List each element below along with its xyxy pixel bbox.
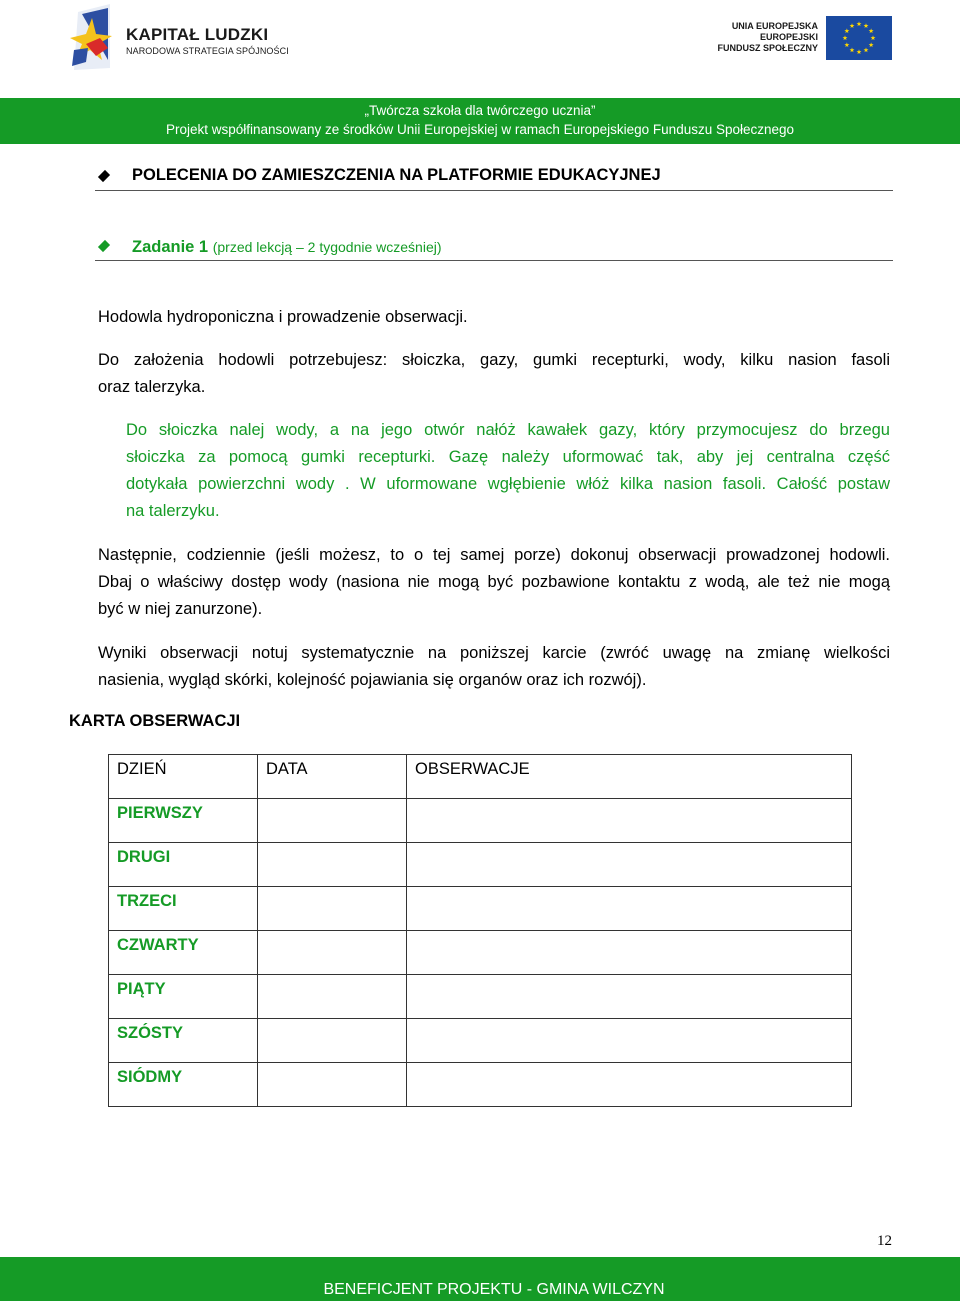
date-cell[interactable] (258, 931, 407, 975)
day-label: PIERWSZY (117, 804, 203, 822)
header-text: DZIEŃ (117, 760, 167, 778)
diamond-bullet-icon (98, 240, 110, 252)
table-row (109, 1019, 852, 1063)
kapital-ludzki-subtitle: NARODOWA STRATEGIA SPÓJNOŚCI (126, 46, 289, 56)
eu-flag-icon (826, 16, 892, 60)
table-row (109, 975, 852, 1019)
task-note: (przed lekcją – 2 tygodnie wcześniej) (212, 239, 442, 255)
date-cell[interactable] (258, 843, 407, 887)
table-row (109, 799, 852, 843)
section-divider (95, 190, 893, 191)
task-label: Zadanie 1 (132, 238, 209, 256)
text-line: Następnie, codziennie (jeśli możesz, to o tej samej porze) dokonuj obserwacji prowadzonej hodowli. (98, 546, 890, 564)
text-line: nasienia, wygląd skórki, kolejność pojawiania się organów oraz ich rozwój). (98, 671, 647, 689)
observation-cell[interactable] (407, 1019, 852, 1063)
text-line: oraz talerzyka. (98, 378, 206, 396)
task-divider (95, 260, 893, 261)
paragraph-results (98, 640, 890, 694)
date-cell[interactable] (258, 887, 407, 931)
paragraph-daily-observation (98, 542, 890, 623)
kapital-ludzki-title: KAPITAŁ LUDZKI (126, 25, 269, 44)
column-header-day (109, 755, 258, 799)
day-label: DRUGI (117, 848, 171, 866)
eu-logo-line1: UNIA EUROPEJSKA (731, 21, 818, 31)
date-cell[interactable] (258, 799, 407, 843)
table-row (109, 843, 852, 887)
eu-logo-text (717, 21, 818, 54)
column-header-observations (407, 755, 852, 799)
day-label: CZWARTY (117, 936, 199, 954)
paragraph-instructions (126, 417, 890, 525)
text-line: Dbaj o właściwy dostęp wody (nasiona nie mogą być pozbawione kontaktu z wodą, ale też nie mogą (98, 573, 890, 591)
eu-logo-line3: FUNDUSZ SPOŁECZNY (717, 43, 818, 53)
text-line: Do założenia hodowli potrzebujesz: słoiczka, gazy, gumki recepturki, wody, kilku nasion fasoli (98, 351, 890, 369)
text-line: Wyniki obserwacji notuj systematycznie na poniższej karcie (zwróć uwagę na zmianę wielkości (98, 644, 890, 662)
text-line: być w niej zanurzone). (98, 600, 263, 618)
eu-logo (717, 14, 892, 64)
text-line: Do słoiczka nalej wody, a na jego otwór nałóż kawałek gazy, który przymocujesz do brzegu (126, 421, 890, 439)
observation-cell[interactable] (407, 931, 852, 975)
project-funding-note: Projekt współfinansowany ze środków Unii Europejskiej w ramach Europejskiego Funduszu Społecznego (165, 122, 795, 137)
observation-cell[interactable] (407, 1063, 852, 1107)
day-label: SIÓDMY (117, 1068, 183, 1086)
day-label: PIĄTY (117, 980, 166, 998)
section-heading: POLECENIA DO ZAMIESZCZENIA NA PLATFORMIE EDUKACYJNEJ (132, 166, 661, 184)
day-cell (109, 1063, 258, 1107)
day-cell (109, 843, 258, 887)
date-cell[interactable] (258, 975, 407, 1019)
text-line: słoiczka za pomocą gumki recepturki. Gazę należy uformować tak, aby jej centralna część (126, 448, 890, 466)
eu-logo-line2: EUROPEJSKI (759, 32, 818, 42)
table-row (109, 887, 852, 931)
kapital-ludzki-logo (66, 4, 296, 74)
task-heading (132, 238, 442, 257)
project-header-band (0, 98, 960, 144)
table-header-row (109, 755, 852, 799)
kapital-ludzki-emblem-icon (66, 4, 122, 74)
text-line: dotykała powierzchni wody . W uformowane wgłębienie włóż kilka nasion fasoli. Całość postaw (126, 475, 890, 493)
day-cell (109, 1019, 258, 1063)
text-line: na talerzyku. (126, 502, 220, 520)
header-text: DATA (266, 760, 308, 778)
footer-text: BENEFICJENT PROJEKTU - GMINA WILCZYN (323, 1281, 665, 1298)
column-header-date (258, 755, 407, 799)
paragraph-materials (98, 347, 890, 401)
observation-table (108, 754, 852, 1107)
day-cell (109, 799, 258, 843)
day-cell (109, 975, 258, 1019)
date-cell[interactable] (258, 1063, 407, 1107)
table-row (109, 931, 852, 975)
day-cell (109, 931, 258, 975)
day-label: SZÓSTY (117, 1024, 184, 1042)
observation-cell[interactable] (407, 975, 852, 1019)
day-label: TRZECI (117, 892, 177, 910)
project-title: „Twórcza szkoła dla twórczego ucznia” (364, 103, 596, 118)
observation-cell[interactable] (407, 799, 852, 843)
day-cell (109, 887, 258, 931)
date-cell[interactable] (258, 1019, 407, 1063)
text-line: Hodowla hydroponiczna i prowadzenie obserwacji. (98, 308, 468, 326)
footer-band (0, 1257, 960, 1301)
observation-card-title: KARTA OBSERWACJI (69, 712, 241, 730)
page-number: 12 (877, 1233, 892, 1249)
observation-cell[interactable] (407, 887, 852, 931)
paragraph-intro (98, 304, 890, 331)
header-text: OBSERWACJE (415, 760, 530, 778)
table-row (109, 1063, 852, 1107)
observation-cell[interactable] (407, 843, 852, 887)
diamond-bullet-icon (98, 170, 110, 182)
